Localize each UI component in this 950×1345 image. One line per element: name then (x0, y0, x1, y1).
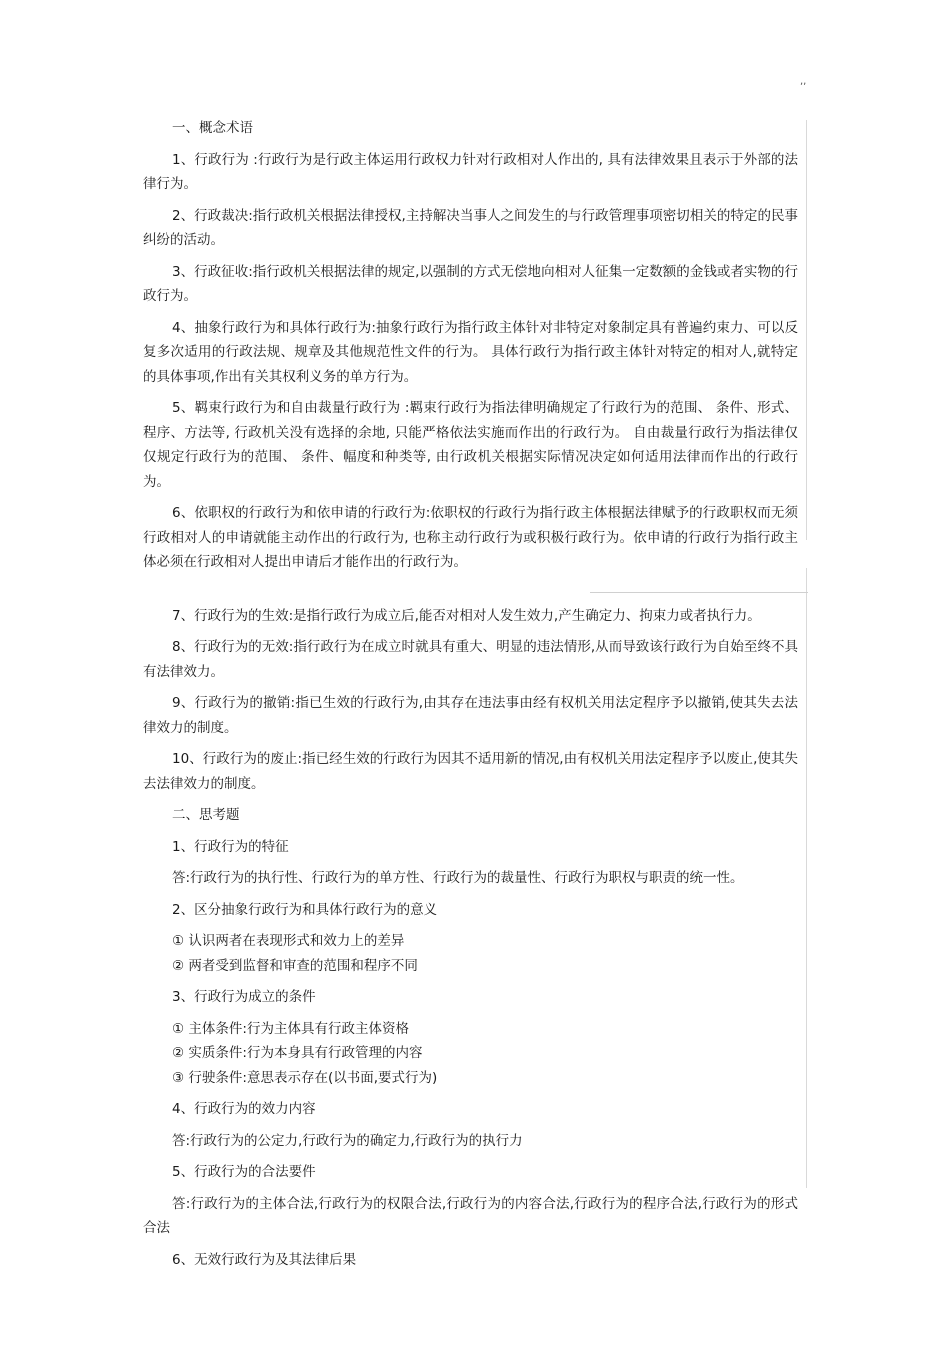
answer: 答:行政行为的公定力,行政行为的确定力,行政行为的执行力 (172, 1132, 523, 1149)
paragraph: 9、行政行为的撤销:指已生效的行政行为,由其存在违法事由经有权机关用法定程序予以撤销,使其失去法律效力的制度。 (143, 695, 798, 736)
paragraph: 4、抽象行政行为和具体行政行为:抽象行政行为指行政主体针对非特定对象制定具有普遍约束力、可以反复多次适用的行政法规、规章及其他规范性文件的行为。 具体行政行为指行政主体针对特定的相对人,就特定的具体事项,作出有关其权利义务的单方行为。 (143, 319, 798, 385)
paragraph: 10、行政行为的废止:指已经生效的行政行为因其不适用新的情况,由有权机关用法定程序予以废止,使其失去法律效力的制度。 (143, 751, 798, 792)
question: 3、行政行为成立的条件 (172, 989, 316, 1005)
document-body (143, 116, 798, 1279)
question: 1、行政行为的特征 (172, 838, 289, 855)
section-heading: 一、概念术语 (172, 120, 253, 136)
section-heading: 二、思考题 (172, 807, 240, 823)
paragraph: 7、行政行为的生效:是指行政行为成立后,能否对相对人发生效力,产生确定力、拘束力或者执行力。 (172, 607, 761, 624)
question: 6、无效行政行为及其法律后果 (172, 1251, 357, 1268)
question: 4、行政行为的效力内容 (172, 1101, 316, 1117)
list-item: ② 两者受到监督和审查的范围和程序不同 (172, 957, 418, 974)
paragraph: 3、行政征收:指行政机关根据法律的规定,以强制的方式无偿地向相对人征集一定数额的金钱或者实物的行政行为。 (143, 263, 798, 304)
answer: 答:行政行为的主体合法,行政行为的权限合法,行政行为的内容合法,行政行为的程序合法,行政行为的形式合法 (143, 1195, 798, 1236)
paragraph: 2、行政裁决:指行政机关根据法律授权,主持解决当事人之间发生的与行政管理事项密切相关的特定的民事纠纷的活动。 (143, 207, 798, 248)
page-mark: ,, (800, 76, 807, 87)
paragraph: 6、依职权的行政行为和依申请的行政行为:依职权的行政行为指行政主体根据法律赋予的行政职权而无须行政相对人的申请就能主动作出的行政行为, 也称主动行政行为或积极行政行为。依申请的行政行为指行政主体必须在行政相对人提出申请后才能作出的行政行为。 (143, 505, 798, 570)
right-margin-line (806, 120, 807, 540)
page-gap (143, 582, 798, 604)
list-item: ③ 行驶条件:意思表示存在(以书面,要式行为) (172, 1069, 438, 1086)
list-item: ② 实质条件:行为本身具有行政管理的内容 (172, 1045, 423, 1061)
list-item: ① 认识两者在表现形式和效力上的差异 (172, 933, 405, 949)
answer: 答:行政行为的执行性、行政行为的单方性、行政行为的裁量性、行政行为职权与职责的统一性。 (172, 870, 744, 886)
question: 5、行政行为的合法要件 (172, 1164, 316, 1180)
question: 2、区分抽象行政行为和具体行政行为的意义 (172, 901, 438, 918)
paragraph: 5、羁束行政行为和自由裁量行政行为 :羁束行政行为指法律明确规定了行政行为的范围、 条件、形式、程序、方法等, 行政机关没有选择的余地, 只能严格依法实施而作出的行政行为。 自由裁量行政行为指法律仅仅规定行政行为的范围、 条件、幅度和种类等, 由行政机关根据实际情况决定如何适用法律而作出的行政行为。 (143, 400, 798, 490)
paragraph: 1、行政行为 :行政行为是行政主体运用行政权力针对行政相对人作出的, 具有法律效果且表示于外部的法律行为。 (143, 151, 798, 192)
paragraph: 8、行政行为的无效:指行政行为在成立时就具有重大、明显的违法情形,从而导致该行政行为自始至终不具有法律效力。 (143, 639, 798, 680)
list-item: ① 主体条件:行为主体具有行政主体资格 (172, 1020, 409, 1037)
right-margin-line (806, 568, 807, 1188)
